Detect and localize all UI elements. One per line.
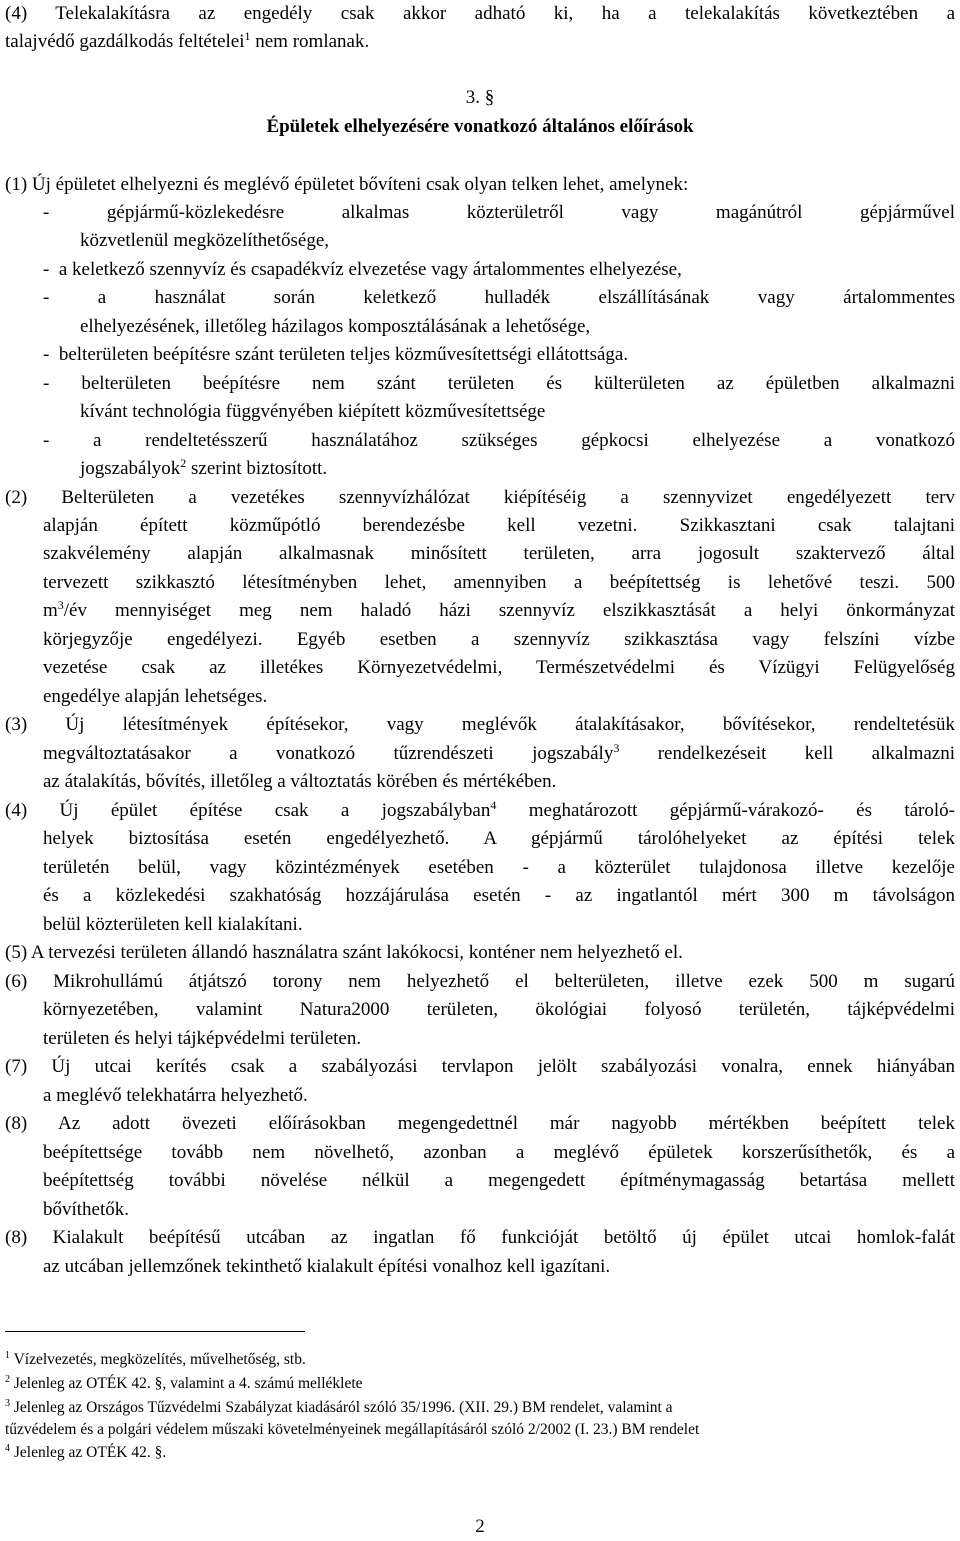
- footnote-4: [5, 1443, 166, 1463]
- paragraph-8a-line-2: beépítettsége tovább nem növelhető, azonban a meglévő épületek korszerűsíthetők, és a: [43, 1142, 955, 1163]
- paragraph-1-bullet-3-line-1: - a használat során keletkező hulladék elszállításának vagy ártalommentes: [43, 287, 955, 308]
- paragraph-4-line-2: helyek biztosítása esetén engedélyezhető. A gépjármű tárolóhelyeket az építési telek: [43, 828, 955, 849]
- paragraph-4-line-3: területén belül, vagy közintézmények esetében - a közterület tulajdonosa illetve kezelője: [43, 857, 955, 878]
- footnote-3-line-2: tűzvédelem és a polgári védelem műszaki követelményeinek megállapításáról szóló 2/2002 (I. 23.) BM rendelet: [5, 1421, 700, 1438]
- section-title: Épületek elhelyezésére vonatkozó általános előírások: [266, 116, 694, 137]
- paragraph-2-line-1: (2) Belterületen a vezetékes szennyvízhálózat kiépítéséig a szennyvizet engedélyezett terv: [5, 487, 955, 508]
- paragraph-4-line-4: és a közlekedési szakhatóság hozzájárulása esetén - az ingatlantól mért 300 m távolságon: [43, 885, 955, 906]
- footnote-ref-4: 4: [490, 798, 497, 812]
- footnote-separator: [5, 1331, 305, 1332]
- paragraph-2-line-4: tervezett szikkasztó létesítményben lehet, amennyiben a beépítettség is lehetővé teszi. 500: [43, 572, 955, 593]
- paragraph-6-line-3: területen és helyi tájképvédelmi területen.: [43, 1028, 362, 1049]
- paragraph-1-bullet-3-line-2: elhelyezésének, illetőleg házilagos komposztálásának a lehetősége,: [80, 316, 591, 337]
- footnote-text: Vízelvezetés, megközelítés, művelhetőség, stb.: [10, 1351, 306, 1368]
- footnote-text: Jelenleg az OTÉK 42. §, valamint a 4. számú melléklete: [10, 1375, 363, 1392]
- paragraph-2-line-2: alapján épített közműpótló berendezésbe kell vezetni. Szikkasztani csak talajtani: [43, 515, 955, 536]
- footnote-text: Jelenleg az OTÉK 42. §.: [10, 1444, 167, 1461]
- paragraph-1-intro: (1) Új épületet elhelyezni és meglévő épületet bővíteni csak olyan telken lehet, amelynek:: [5, 174, 689, 195]
- paragraph-1-bullet-5-line-2: kívánt technológia függvényében kiépített közművesítettsége: [80, 401, 546, 422]
- paragraph-4-top-line-1: (4) Telekalakításra az engedély csak akkor adható ki, ha a telekalakítás következtében a: [5, 3, 955, 24]
- footnote-1: [5, 1350, 306, 1370]
- paragraph-1-bullet-6-line-2: [80, 455, 327, 483]
- text-span: megváltoztatásakor a vonatkozó tűzrendészeti jogszabály: [43, 743, 614, 764]
- paragraph-1-bullet-1-line-2: közvetlenül megközelíthetősége,: [80, 230, 330, 251]
- paragraph-8b-line-2: az utcában jellemzőnek tekinthető kialakult építési vonalhoz kell igazítani.: [43, 1256, 611, 1277]
- footnote-2: [5, 1374, 363, 1394]
- text-span: jogszabályok: [80, 458, 181, 479]
- text-span: /év mennyiséget meg nem haladó házi szennyvíz elszikkasztását a helyi önkormányzat: [63, 600, 955, 621]
- paragraph-7-line-1: (7) Új utcai kerítés csak a szabályozási tervlapon jelölt szabályozási vonalra, ennek hiányában: [5, 1056, 955, 1077]
- text-span: nem romlanak.: [250, 31, 370, 52]
- paragraph-4-line-1: [5, 797, 955, 825]
- paragraph-8a-line-4: bővíthetők.: [43, 1199, 130, 1220]
- text-span: meghatározott gépjármű-várakozó- és tároló-: [496, 800, 955, 821]
- paragraph-2-line-6: körjegyzője engedélyezi. Egyéb esetben a szennyvíz szikkasztása vagy felszíni vízbe: [43, 629, 955, 650]
- paragraph-2-line-5: [43, 597, 955, 625]
- footnote-text: Jelenleg az Országos Tűzvédelmi Szabályzat kiadásáról szóló 35/1996. (XII. 29.) BM rendelet, valamint a: [10, 1399, 673, 1416]
- paragraph-8b-line-1: (8) Kialakult beépítésű utcában az ingatlan fő funkcióját betöltő új épület utcai homlok-falát: [5, 1227, 955, 1248]
- paragraph-8a-line-1: (8) Az adott övezeti előírásokban megengedettnél már nagyobb mértékben beépített telek: [5, 1113, 955, 1134]
- paragraph-4-top-line-2: [5, 28, 369, 56]
- text-span: talajvédő gazdálkodás feltételei: [5, 31, 245, 52]
- footnote-number: 3: [5, 1398, 10, 1409]
- paragraph-3-line-3: az átalakítás, bővítés, illetőleg a változtatás körében és mértékében.: [43, 771, 557, 792]
- section-number: 3. §: [465, 87, 495, 108]
- paragraph-1-bullet-6-line-1: - a rendeltetésszerű használatához szükséges gépkocsi elhelyezése a vonatkozó: [43, 430, 955, 451]
- footnote-ref-1: 1: [244, 29, 251, 43]
- text-span: rendelkezéseit kell alkalmazni: [619, 743, 955, 764]
- paragraph-6-line-1: (6) Mikrohullámú átjátszó torony nem helyezhető el belterületen, illetve ezek 500 m sugarú: [5, 971, 955, 992]
- paragraph-1-bullet-5-line-1: - belterületen beépítésre nem szánt területen és külterületen az épületben alkalmazni: [43, 373, 955, 394]
- footnote-3-line-1: [5, 1398, 673, 1418]
- footnote-number: 4: [5, 1443, 10, 1454]
- paragraph-3-line-1: (3) Új létesítmények építésekor, vagy meglévők átalakításakor, bővítésekor, rendeltetésük: [5, 714, 955, 735]
- paragraph-1-bullet-2: - a keletkező szennyvíz és csapadékvíz elvezetése vagy ártalommentes elhelyezése,: [43, 259, 682, 280]
- paragraph-4-line-5: belül közterületen kell kialakítani.: [43, 914, 303, 935]
- text-span: szerint biztosított.: [186, 458, 328, 479]
- footnote-ref-3: 3: [613, 741, 620, 755]
- paragraph-5-line-1: (5) A tervezési területen állandó használatra szánt lakókocsi, konténer nem helyezhető el.: [5, 942, 683, 963]
- paragraph-3-line-2: [43, 740, 955, 768]
- paragraph-8a-line-3: beépítettség további növelése nélkül a megengedett építménymagasság betartása mellett: [43, 1170, 955, 1191]
- paragraph-2-line-3: szakvélemény alapján alkalmasnak minősített területen, arra jogosult szaktervező által: [43, 543, 955, 564]
- paragraph-6-line-2: környezetében, valamint Natura2000 területen, ökológiai folyosó területén, tájképvédelmi: [43, 999, 955, 1020]
- superscript: 3: [57, 598, 64, 612]
- footnote-number: 1: [5, 1350, 10, 1361]
- text-span: m: [43, 600, 58, 621]
- text-span: (4) Új épület építése csak a jogszabályban: [5, 800, 491, 821]
- paragraph-2-line-8: engedélye alapján lehetséges.: [43, 686, 268, 707]
- paragraph-1-bullet-4: - belterületen beépítésre szánt területen teljes közművesítettségi ellátottsága.: [43, 344, 629, 365]
- paragraph-1-bullet-1-line-1: - gépjármű-közlekedésre alkalmas közterületről vagy magánútról gépjárművel: [43, 202, 955, 223]
- footnote-number: 2: [5, 1374, 10, 1385]
- footnote-ref-2: 2: [180, 456, 187, 470]
- paragraph-2-line-7: vezetése csak az illetékes Környezetvédelmi, Természetvédelmi és Vízügyi Felügyelőség: [43, 657, 955, 678]
- paragraph-7-line-2: a meglévő telekhatárra helyezhető.: [43, 1085, 308, 1106]
- page-number: 2: [475, 1516, 485, 1537]
